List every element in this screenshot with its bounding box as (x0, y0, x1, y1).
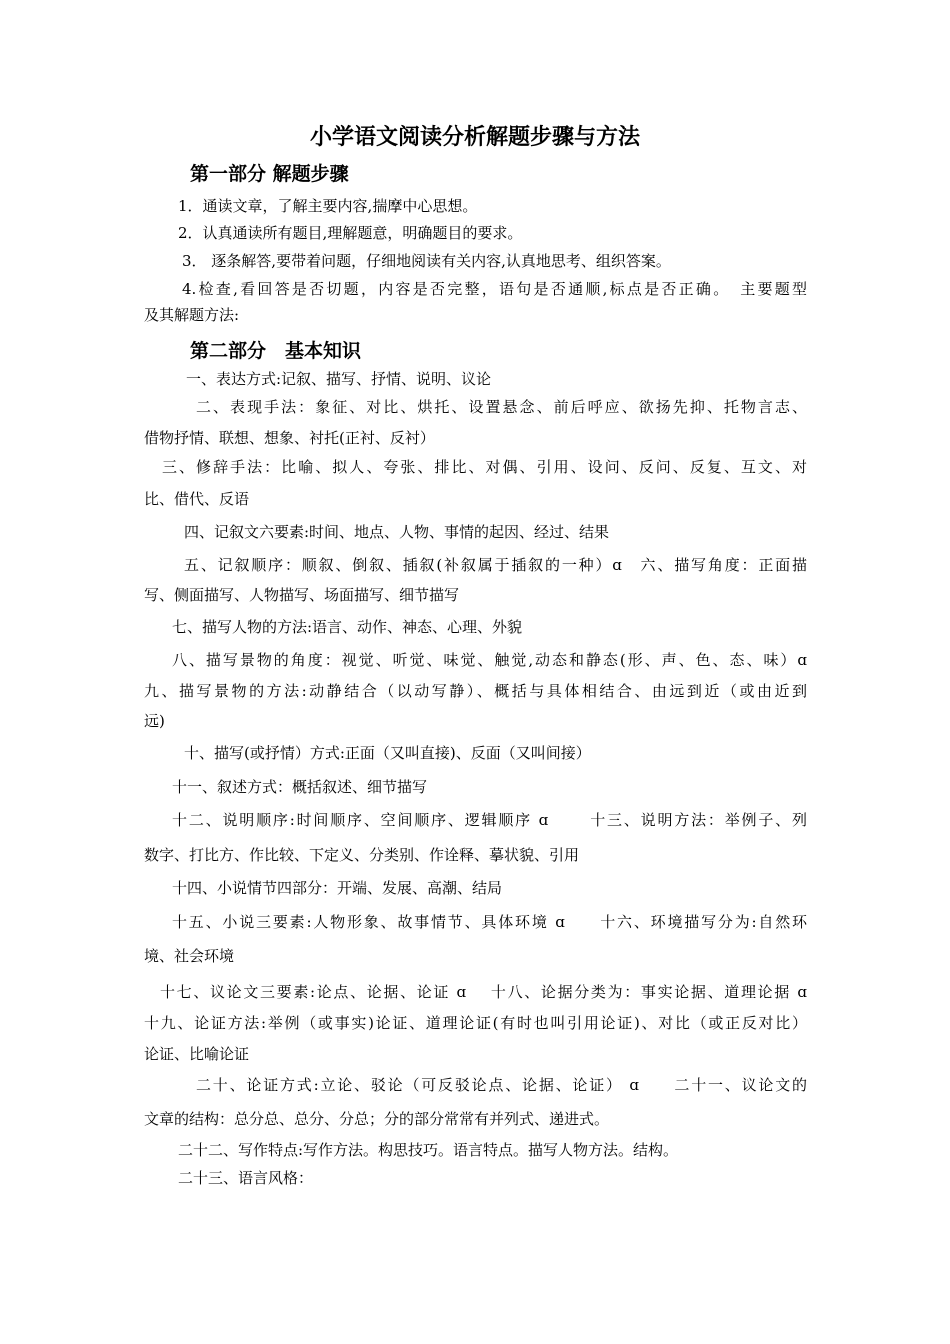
knowledge-line: 七、描写人物的方法:语言、动作、神态、心理、外貌 (172, 618, 523, 636)
knowledge-line: 四、记叙文六要素:时间、地点、人物、事情的起因、经过、结果 (184, 523, 610, 541)
step-4-cont: 及其解题方法: (144, 306, 240, 324)
knowledge-line: 十七、议论文三要素:论点、论据、论证 ɑ 十八、论据分类为：事实论据、道理论据 ɑ (160, 983, 807, 1001)
knowledge-line: 二十、论证方式:立论、驳论（可反驳论点、论据、论证） ɑ 二十一、议论文的 (196, 1076, 807, 1094)
knowledge-line: 十二、说明顺序:时间顺序、空间顺序、逻辑顺序 ɑ 十三、说明方法：举例子、列 (172, 811, 807, 829)
knowledge-line: 十五、小说三要素:人物形象、故事情节、具体环境 ɑ 十六、环境描写分为:自然环 (172, 913, 807, 931)
knowledge-line: 二十三、语言风格： (178, 1169, 314, 1187)
part1-heading: 第一部分 解题步骤 (190, 163, 349, 185)
step-3: 3． 逐条解答,要带着问题，仔细地阅读有关内容,认真地思考、组织答案。 (182, 252, 671, 270)
step-2: 2．认真通读所有题目,理解题意，明确题目的要求。 (178, 224, 523, 242)
knowledge-line: 十一、叙述方式：概括叙述、细节描写 (172, 778, 428, 796)
knowledge-line: 二、表现手法：象征、对比、烘托、设置悬念、前后呼应、欲扬先抑、托物言志、 (196, 398, 807, 416)
knowledge-line: 文章的结构：总分总、总分、分总；分的部分常常有并列式、递进式。 (144, 1110, 610, 1128)
knowledge-line: 数字、打比方、作比较、下定义、分类别、作诠释、摹状貌、引用 (144, 846, 580, 864)
knowledge-line: 境、社会环境 (144, 947, 235, 965)
knowledge-line: 五、记叙顺序：顺叙、倒叙、插叙(补叙属于插叙的一种）ɑ 六、描写角度：正面描 (184, 556, 807, 574)
step-1: 1．通读文章，了解主要内容,揣摩中心思想。 (178, 197, 478, 215)
document-title: 小学语文阅读分析解题步骤与方法 (309, 124, 640, 150)
knowledge-line: 比、借代、反语 (144, 490, 250, 508)
knowledge-line: 一、表达方式:记叙、描写、抒情、说明、议论 (186, 370, 492, 388)
knowledge-line: 二十二、写作特点:写作方法。构思技巧。语言特点。描写人物方法。结构。 (178, 1141, 679, 1159)
knowledge-line: 论证、比喻论证 (144, 1045, 250, 1063)
knowledge-line: 九、描写景物的方法:动静结合（以动写静）、概括与具体相结合、由远到近（或由近到 (144, 682, 807, 700)
knowledge-line: 写、侧面描写、人物描写、场面描写、细节描写 (144, 586, 460, 604)
knowledge-line: 借物抒情、联想、想象、衬托(正衬、反衬） (144, 429, 435, 447)
part2-heading: 第二部分 基本知识 (190, 340, 362, 362)
knowledge-line: 十、描写(或抒情）方式:正面（又叫直接)、反面（又叫间接） (184, 744, 591, 762)
knowledge-line: 八、描写景物的角度：视觉、听觉、味觉、触觉,动态和静态(形、声、色、态、味）ɑ (172, 651, 807, 669)
knowledge-line: 三、修辞手法：比喻、拟人、夸张、排比、对偶、引用、设问、反问、反复、互文、对 (162, 458, 807, 476)
knowledge-line: 远) (144, 712, 165, 730)
knowledge-line: 十九、论证方法:举例（或事实)论证、道理论证(有时也叫引用论证)、对比（或正反对比） (144, 1014, 807, 1032)
step-4: 4.检查,看回答是否切题，内容是否完整，语句是否通顺,标点是否正确。 主要题型 (182, 280, 807, 298)
knowledge-line: 十四、小说情节四部分：开端、发展、高潮、结局 (172, 879, 503, 897)
